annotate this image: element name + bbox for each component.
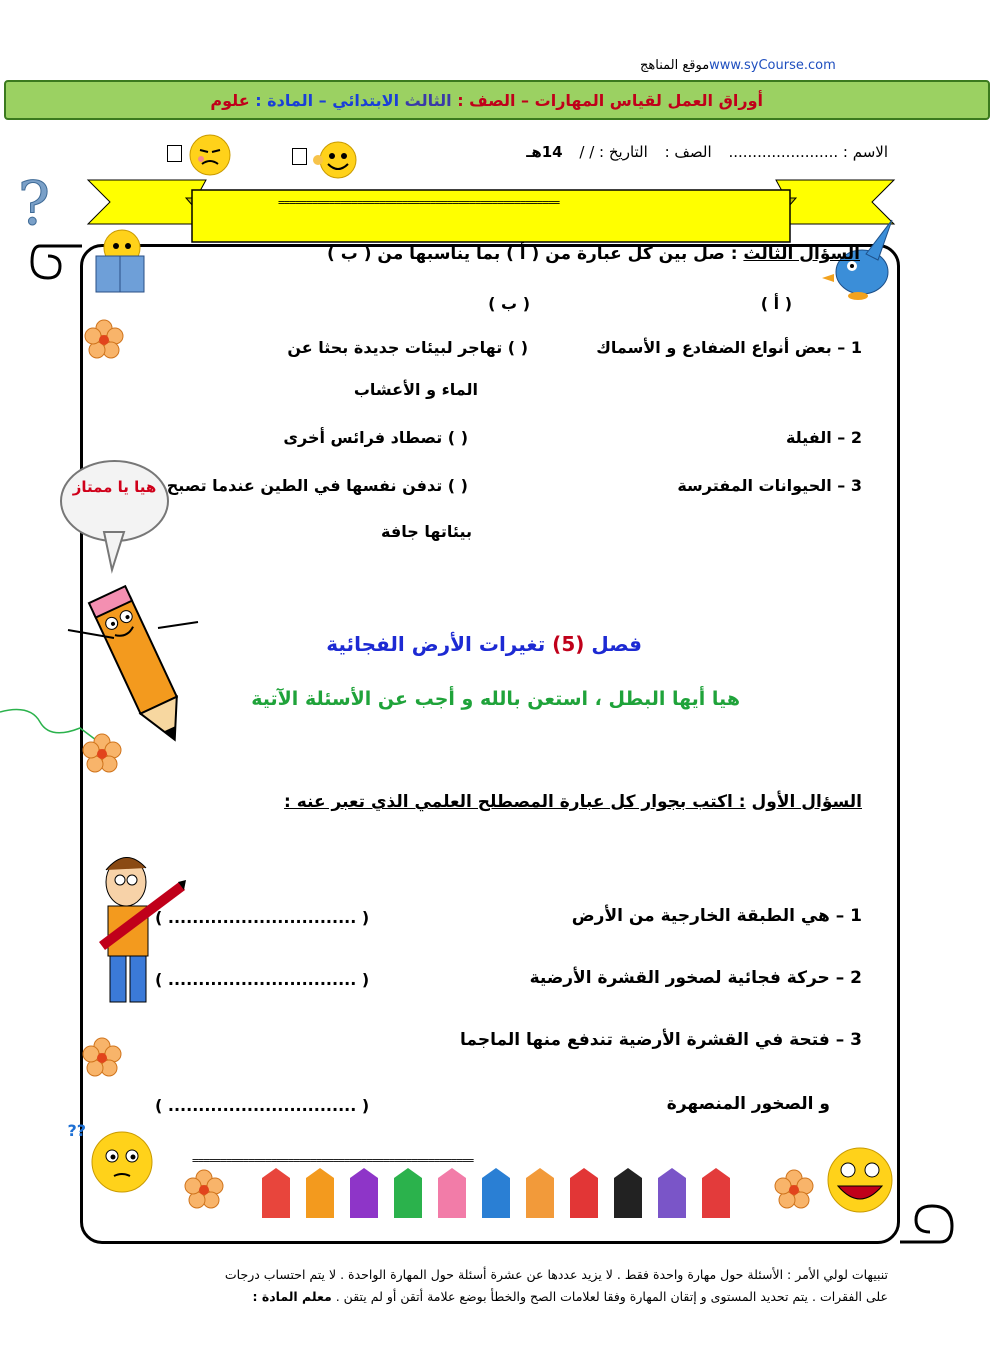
answer-blank[interactable]: ( ............................... )	[155, 908, 370, 927]
pencil-tip	[394, 1168, 422, 1178]
chapter-prefix: فصل	[591, 632, 642, 656]
speech-bubble	[60, 460, 169, 542]
match-right-item[interactable]: ( ) تصطاد فرائس أخرى	[283, 428, 468, 447]
site-url[interactable]: www.syCourse.com	[709, 58, 836, 73]
pencil-tip	[526, 1168, 554, 1178]
match-left-item: 3 – الحيوانات المفترسة	[677, 476, 862, 495]
answer-blank[interactable]: ( ............................... )	[155, 970, 370, 989]
boy-reading-icon	[84, 222, 154, 302]
speech-bubble-tail	[100, 532, 130, 572]
question-one-instruction: : اكتب بجوار كل عبارة المصطلح العلمي الذي تعبر عنه :	[284, 792, 746, 812]
mastered-checkbox[interactable]	[292, 148, 307, 165]
answer-blank[interactable]: ( ............................... )	[155, 1096, 370, 1115]
pencil	[570, 1178, 598, 1218]
term-question: 1 – هي الطبقة الخارجية من الأرض	[571, 906, 862, 926]
pencil	[306, 1178, 334, 1218]
question-three-label: السؤال الثالث	[743, 244, 860, 264]
hijri-year: 14هـ	[526, 143, 563, 161]
question-three-instruction: : صل بين كل عبارة من ( أ ) بما يناسبها من ( ب )	[327, 244, 738, 264]
column-a-label: ( أ )	[760, 294, 792, 313]
parent-note-line2	[253, 1286, 889, 1308]
pencil-tip	[658, 1168, 686, 1178]
question-one-label: السؤال الأول	[751, 792, 862, 812]
boy-with-pencil-icon	[88, 846, 188, 1016]
match-right-item-cont: الماء و الأعشاب	[353, 380, 478, 399]
pencil	[526, 1178, 554, 1218]
term-question: 3 – فتحة في القشرة الأرضية تندفع منها الماجما	[460, 1030, 862, 1050]
pencil-tip	[482, 1168, 510, 1178]
pencil-tip	[350, 1168, 378, 1178]
pencil-tip	[438, 1168, 466, 1178]
pencil-tip	[570, 1168, 598, 1178]
pencil-tip	[702, 1168, 730, 1178]
pencil	[394, 1178, 422, 1218]
pencil-tip	[306, 1168, 334, 1178]
flower-icon	[82, 318, 126, 362]
title-bar	[4, 80, 990, 120]
match-left-item: 1 – بعض أنواع الضفادع و الأسماك	[596, 338, 862, 357]
colored-pencils	[262, 1168, 742, 1220]
flower-icon	[182, 1168, 226, 1212]
pencil	[482, 1178, 510, 1218]
term-question-cont: و الصخور المنصهرة	[666, 1094, 830, 1114]
match-left-item: 2 – الفيلة	[785, 428, 862, 447]
title-subject: علوم	[210, 91, 250, 110]
teacher-label: معلم المادة :	[252, 1289, 332, 1304]
column-b-label: ( ب )	[488, 294, 530, 313]
question-mark-icon	[17, 168, 88, 239]
svg-text:??: ??	[67, 1121, 86, 1140]
question-three-heading	[327, 244, 860, 264]
chapter-name: تغيرات الأرض الفجائية	[326, 632, 546, 656]
pencil	[438, 1178, 466, 1218]
svg-text:?: ?	[17, 169, 50, 239]
student-info	[514, 143, 888, 161]
ribbon-banner	[86, 172, 896, 246]
chapter-title	[326, 632, 642, 656]
title-grade: الثالث	[404, 91, 452, 110]
parent-note-line1: تنبيهات لولي الأمر : الأسئلة حول مهارة واحدة فقط . لا يزيد عددها عن عشرة أسئلة حول المهارة الواحدة . لا يتم احتساب درجات	[224, 1267, 888, 1282]
match-right-item-cont: بيئاتها جافة	[381, 522, 472, 541]
pencil	[702, 1178, 730, 1218]
title-part2: الابتدائي – المادة :	[255, 91, 400, 110]
flower-icon	[80, 1036, 124, 1080]
pencil-tip	[614, 1168, 642, 1178]
pencil	[614, 1178, 642, 1218]
flower-icon	[772, 1168, 816, 1212]
grade-field[interactable]: الصف :	[664, 143, 712, 161]
flower-icon	[80, 732, 124, 776]
not-mastered-checkbox[interactable]	[167, 145, 182, 162]
site-header	[640, 58, 900, 73]
pencil	[262, 1178, 290, 1218]
pencil	[350, 1178, 378, 1218]
site-name: موقع المناهج	[640, 58, 710, 73]
ribbon-equals-line: ==================================================	[278, 196, 560, 209]
speech-bubble-text: هيا يا ممتاز	[72, 478, 157, 496]
match-right-item[interactable]: ( ) تدفن نفسها في الطين عندما تصبح	[166, 476, 468, 495]
name-field[interactable]: الاسم : .......................	[728, 143, 888, 161]
parent-note-text: على الفقرات . يتم تحديد المستوى و إتقان المهارة وفقا لعلامات الصح والخطأ بوضع علامة أتقن أو لم يتقن .	[335, 1289, 888, 1304]
term-question: 2 – حركة فجائية لصخور القشرة الأرضية	[529, 968, 862, 988]
chapter-number: (5)	[552, 632, 585, 656]
thinking-face-icon	[67, 1118, 156, 1202]
question-one-heading	[284, 792, 862, 812]
pencil-tip	[262, 1168, 290, 1178]
pencil	[658, 1178, 686, 1218]
worksheet-title	[210, 91, 763, 110]
title-part1: أوراق العمل لقياس المهارات – الصف :	[457, 91, 763, 110]
date-field[interactable]: التاريخ : / /	[579, 143, 648, 161]
match-right-item[interactable]: ( ) تهاجر لبيئات جديدة بحثا عن	[287, 338, 528, 357]
motivation-text: هيا أيها البطل ، استعن بالله و أجب عن الأسئلة الآتية	[251, 688, 740, 710]
bottom-equals-line: ==================================================	[192, 1154, 474, 1167]
